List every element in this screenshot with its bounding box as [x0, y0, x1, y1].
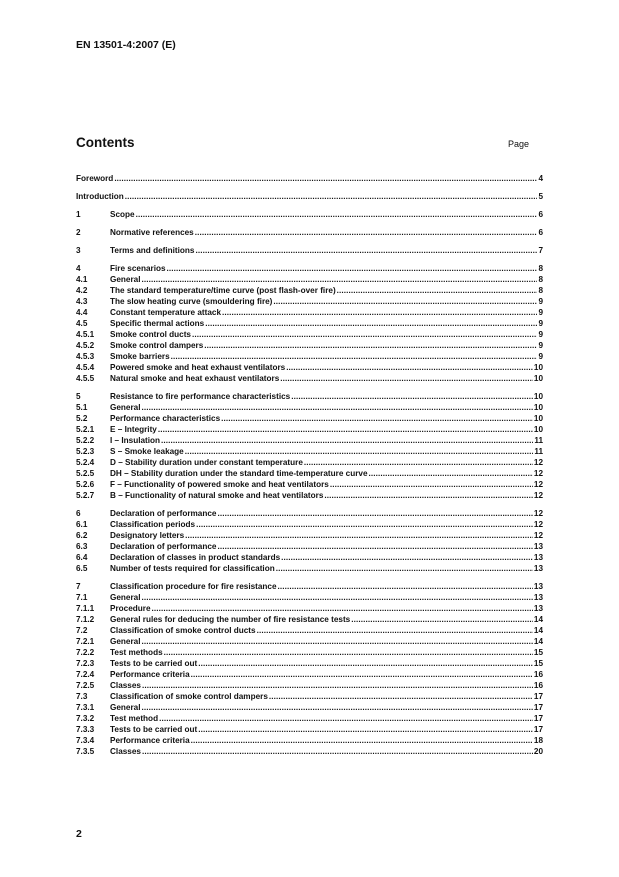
toc-entry-number: 5.2	[76, 414, 88, 423]
toc-entry-page: 13	[533, 542, 543, 551]
dot-leader	[191, 735, 533, 746]
toc-entry-number: 7.2.5	[76, 681, 95, 690]
toc-entry[interactable]	[76, 552, 543, 563]
toc-entry-number: 4.5.3	[76, 352, 95, 361]
toc-entry-title: The slow heating curve (smouldering fire)	[110, 297, 273, 306]
dot-leader	[337, 285, 538, 296]
dot-leader	[276, 563, 533, 574]
toc-entry-title: Performance criteria	[110, 670, 190, 679]
toc-entry[interactable]	[76, 296, 543, 307]
dot-leader	[198, 658, 533, 669]
toc-entry-number: 7.3.2	[76, 714, 95, 723]
dot-leader	[185, 446, 534, 457]
dot-leader	[142, 592, 533, 603]
toc-entry-number: 5.2.7	[76, 491, 95, 500]
dot-leader	[158, 424, 533, 435]
toc-entry-page: 7	[538, 246, 543, 255]
toc-entry-page: 9	[538, 319, 543, 328]
toc-entry[interactable]	[76, 329, 543, 340]
toc-entry-title: S – Smoke leakage	[110, 447, 184, 456]
contents-heading: Contents	[76, 135, 135, 150]
toc-entry-number: 2	[76, 228, 81, 237]
toc-entry-number: 7.3.1	[76, 703, 95, 712]
toc-entry[interactable]	[76, 362, 543, 373]
toc-entry[interactable]	[76, 413, 543, 424]
toc-entry-page: 16	[533, 670, 543, 679]
toc-entry-page: 10	[533, 392, 543, 401]
toc-entry-title: I – Insulation	[110, 436, 161, 445]
toc-entry-number: 5.2.2	[76, 436, 95, 445]
toc-entry-title: Tests to be carried out	[110, 725, 198, 734]
toc-entry-title: DH – Stability duration under the standard time-temperature curve	[110, 469, 368, 478]
toc-entry-number: 6.5	[76, 564, 88, 573]
toc-entry[interactable]	[76, 691, 543, 702]
toc-entry-page: 12	[533, 509, 543, 518]
toc-entry[interactable]	[76, 457, 543, 468]
toc-entry-page: 11	[534, 447, 543, 456]
toc-entry-title: Smoke barriers	[110, 352, 170, 361]
toc-entry[interactable]	[76, 227, 543, 238]
toc-entry[interactable]	[76, 614, 543, 625]
toc-entry[interactable]	[76, 209, 543, 220]
toc-entry-title: Declaration of performance	[110, 542, 217, 551]
toc-entry-title: Powered smoke and heat exhaust ventilators	[110, 363, 286, 372]
dot-leader	[192, 329, 537, 340]
toc-entry-title: Procedure	[110, 604, 151, 613]
toc-entry-page: 12	[533, 531, 543, 540]
toc-entry-number: 5.1	[76, 403, 88, 412]
toc-entry-number: 7.2.1	[76, 637, 95, 646]
toc-entry-number: 3	[76, 246, 81, 255]
dot-leader	[198, 724, 533, 735]
dot-leader	[142, 274, 538, 285]
toc-entry-title: Performance criteria	[110, 736, 190, 745]
toc-entry-title: General	[110, 637, 141, 646]
toc-entry[interactable]	[76, 402, 543, 413]
page-column-label: Page	[508, 139, 530, 149]
toc-entry-number: 5.2.3	[76, 447, 95, 456]
toc-entry[interactable]	[76, 285, 543, 296]
toc-entry-page: 17	[533, 692, 543, 701]
toc-entry-page: 9	[538, 308, 543, 317]
toc-entry-page: 12	[533, 491, 543, 500]
toc-entry-page: 9	[538, 297, 543, 306]
toc-entry-title: Classification procedure for fire resistance	[110, 582, 277, 591]
toc-entry-page: 9	[538, 352, 543, 361]
toc-entry-page: 6	[538, 210, 543, 219]
toc-entry-page: 14	[533, 637, 543, 646]
toc-entry-number: 6.3	[76, 542, 88, 551]
toc-entry-number: 5.2.5	[76, 469, 95, 478]
toc-entry-page: 15	[533, 659, 543, 668]
toc-entry[interactable]	[76, 519, 543, 530]
toc-entry-number: 7.2.3	[76, 659, 95, 668]
toc-entry-title: Test methods	[110, 648, 163, 657]
dot-leader	[142, 680, 533, 691]
toc-entry-title: B – Functionality of natural smoke and heat ventilators	[110, 491, 324, 500]
toc-entry-page: 9	[538, 330, 543, 339]
page-number: 2	[76, 828, 82, 840]
toc-entry-number: 7.3.5	[76, 747, 95, 756]
toc-entry-number: 4.3	[76, 297, 88, 306]
toc-entry-page: 10	[533, 414, 543, 423]
dot-leader	[330, 479, 533, 490]
toc-entry[interactable]	[76, 647, 543, 658]
toc-entry-number: 6.1	[76, 520, 88, 529]
dot-leader	[114, 173, 537, 184]
toc-entry-page: 8	[538, 264, 543, 273]
dot-leader	[217, 541, 532, 552]
toc-entry-number: 4.5.1	[76, 330, 95, 339]
toc-entry-number: 4.5.2	[76, 341, 95, 350]
dot-leader	[205, 318, 537, 329]
toc-entry-title: Foreword	[76, 174, 114, 183]
dot-leader	[369, 468, 533, 479]
toc-entry-page: 14	[533, 626, 543, 635]
toc-entry-number: 7.2.4	[76, 670, 95, 679]
toc-entry-title: Declaration of performance	[110, 509, 217, 518]
dot-leader	[125, 191, 538, 202]
dot-leader	[152, 603, 533, 614]
toc-entry-page: 8	[538, 286, 543, 295]
toc-entry[interactable]	[76, 446, 543, 457]
toc-entry-title: Performance characteristics	[110, 414, 221, 423]
toc-entry[interactable]	[76, 746, 543, 757]
toc-entry-number: 5.2.6	[76, 480, 95, 489]
toc-entry-number: 7.2	[76, 626, 88, 635]
toc-entry-title: General rules for deducing the number of fire resistance tests	[110, 615, 351, 624]
toc-entry[interactable]	[76, 307, 543, 318]
dot-leader	[171, 351, 538, 362]
toc-entry[interactable]	[76, 702, 543, 713]
toc-entry[interactable]	[76, 680, 543, 691]
toc-entry-title: Classification of smoke control dampers	[110, 692, 268, 701]
dot-leader	[142, 402, 533, 413]
toc-entry-page: 20	[533, 747, 543, 756]
toc-entry-number: 4.4	[76, 308, 88, 317]
toc-entry[interactable]	[76, 274, 543, 285]
toc-entry-title: Test method	[110, 714, 159, 723]
dot-leader	[286, 362, 533, 373]
toc-entry-title: Declaration of classes in product standards	[110, 553, 281, 562]
toc-entry[interactable]	[76, 191, 543, 202]
toc-entry-number: 4.1	[76, 275, 88, 284]
dot-leader	[257, 625, 533, 636]
toc-entry-title: Resistance to fire performance characteristics	[110, 392, 291, 401]
toc-entry[interactable]	[76, 541, 543, 552]
toc-entry-title: Smoke control dampers	[110, 341, 204, 350]
toc-entry[interactable]	[76, 479, 543, 490]
dot-leader	[142, 746, 533, 757]
toc-entry-page: 17	[533, 714, 543, 723]
dot-leader	[161, 435, 533, 446]
toc-entry-page: 12	[533, 520, 543, 529]
toc-entry-page: 5	[538, 192, 543, 201]
toc-entry-title: Fire scenarios	[110, 264, 166, 273]
toc-entry[interactable]	[76, 625, 543, 636]
toc-entry-number: 4.5.4	[76, 363, 95, 372]
toc-entry-number: 1	[76, 210, 81, 219]
toc-entry-number: 4.5.5	[76, 374, 95, 383]
dot-leader	[136, 209, 538, 220]
toc-entry-title: Designatory letters	[110, 531, 185, 540]
document-header: EN 13501-4:2007 (E)	[76, 39, 176, 51]
toc-entry-page: 10	[533, 363, 543, 372]
toc-entry-number: 7.1	[76, 593, 88, 602]
toc-entry[interactable]	[76, 508, 543, 519]
toc-entry-number: 6	[76, 509, 81, 518]
toc-entry-number: 7.3.3	[76, 725, 95, 734]
toc-entry[interactable]	[76, 724, 543, 735]
toc-entry-number: 6.4	[76, 553, 88, 562]
toc-entry-page: 16	[533, 681, 543, 690]
toc-entry[interactable]	[76, 581, 543, 592]
toc-entry-title: Classes	[110, 747, 141, 756]
dot-leader	[142, 702, 533, 713]
toc-entry-page: 13	[533, 582, 543, 591]
toc-entry[interactable]	[76, 592, 543, 603]
dot-leader	[324, 490, 533, 501]
toc-entry-number: 7	[76, 582, 81, 591]
dot-leader	[185, 530, 533, 541]
toc-entry-page: 13	[533, 553, 543, 562]
toc-entry-page: 17	[533, 725, 543, 734]
toc-entry[interactable]	[76, 318, 543, 329]
toc-entry-title: Constant temperature attack	[110, 308, 222, 317]
dot-leader	[191, 669, 533, 680]
toc-entry[interactable]	[76, 263, 543, 274]
toc-entry-page: 9	[538, 341, 543, 350]
toc-entry[interactable]	[76, 373, 543, 384]
dot-leader	[221, 413, 533, 424]
toc-entry-page: 18	[533, 736, 543, 745]
toc-entry-title: Natural smoke and heat exhaust ventilators	[110, 374, 280, 383]
table-of-contents	[76, 173, 543, 757]
toc-entry[interactable]	[76, 351, 543, 362]
dot-leader	[195, 245, 537, 256]
toc-entry-title: Scope	[110, 210, 135, 219]
toc-entry[interactable]	[76, 435, 543, 446]
toc-entry-page: 15	[533, 648, 543, 657]
toc-entry-title: Classification of smoke control ducts	[110, 626, 256, 635]
toc-entry[interactable]	[76, 340, 543, 351]
toc-entry-page: 13	[533, 564, 543, 573]
toc-entry-page: 12	[533, 480, 543, 489]
toc-entry-page: 8	[538, 275, 543, 284]
toc-entry[interactable]	[76, 468, 543, 479]
toc-entry-title: General	[110, 703, 141, 712]
dot-leader	[217, 508, 532, 519]
toc-entry-title: Terms and definitions	[110, 246, 195, 255]
toc-entry-page: 4	[538, 174, 543, 183]
toc-entry-number: 5.2.4	[76, 458, 95, 467]
toc-entry-page: 14	[533, 615, 543, 624]
toc-entry-page: 10	[533, 374, 543, 383]
toc-entry-page: 10	[533, 425, 543, 434]
toc-entry[interactable]	[76, 490, 543, 501]
toc-entry[interactable]	[76, 636, 543, 647]
toc-entry-title: Specific thermal actions	[110, 319, 205, 328]
toc-entry[interactable]	[76, 603, 543, 614]
toc-entry-title: E – Integrity	[110, 425, 157, 434]
toc-entry-title: Classification periods	[110, 520, 196, 529]
toc-entry-title: D – Stability duration under constant temperature	[110, 458, 303, 467]
toc-entry-page: 11	[534, 436, 543, 445]
toc-entry[interactable]	[76, 658, 543, 669]
dot-leader	[159, 713, 533, 724]
toc-entry-title: Introduction	[76, 192, 124, 201]
toc-entry[interactable]	[76, 530, 543, 541]
toc-entry-number: 7.1.1	[76, 604, 95, 613]
toc-entry-number: 5	[76, 392, 81, 401]
dot-leader	[195, 227, 538, 238]
dot-leader	[273, 296, 537, 307]
toc-entry[interactable]	[76, 713, 543, 724]
toc-entry-title: General	[110, 275, 141, 284]
toc-entry-title: General	[110, 403, 141, 412]
toc-entry-page: 12	[533, 458, 543, 467]
dot-leader	[291, 391, 533, 402]
toc-entry-title: F – Functionality of powered smoke and heat ventilators	[110, 480, 329, 489]
dot-leader	[281, 552, 533, 563]
toc-entry-title: Number of tests required for classification	[110, 564, 275, 573]
toc-entry[interactable]	[76, 563, 543, 574]
toc-entry-page: 6	[538, 228, 543, 237]
dot-leader	[351, 614, 533, 625]
toc-entry-title: Classes	[110, 681, 141, 690]
dot-leader	[222, 307, 537, 318]
dot-leader	[164, 647, 533, 658]
dot-leader	[196, 519, 533, 530]
toc-entry-page: 13	[533, 593, 543, 602]
toc-entry-number: 7.3	[76, 692, 88, 701]
toc-entry[interactable]	[76, 245, 543, 256]
dot-leader	[204, 340, 537, 351]
toc-entry-page: 17	[533, 703, 543, 712]
toc-entry-page: 13	[533, 604, 543, 613]
toc-entry-title: The standard temperature/time curve (post flash-over fire)	[110, 286, 336, 295]
toc-entry-number: 4.5	[76, 319, 88, 328]
toc-entry-title: General	[110, 593, 141, 602]
dot-leader	[269, 691, 533, 702]
toc-entry-number: 7.1.2	[76, 615, 95, 624]
toc-entry-number: 5.2.1	[76, 425, 95, 434]
toc-entry-title: Normative references	[110, 228, 194, 237]
dot-leader	[278, 581, 533, 592]
dot-leader	[167, 263, 538, 274]
toc-entry[interactable]	[76, 669, 543, 680]
toc-entry[interactable]	[76, 391, 543, 402]
toc-entry[interactable]	[76, 735, 543, 746]
toc-entry-number: 7.2.2	[76, 648, 95, 657]
toc-entry-number: 7.3.4	[76, 736, 95, 745]
toc-entry-title: Tests to be carried out	[110, 659, 198, 668]
toc-entry-title: Smoke control ducts	[110, 330, 191, 339]
toc-entry-page: 12	[533, 469, 543, 478]
dot-leader	[304, 457, 533, 468]
toc-entry-page: 10	[533, 403, 543, 412]
toc-entry[interactable]	[76, 424, 543, 435]
toc-entry-number: 4.2	[76, 286, 88, 295]
toc-entry-number: 6.2	[76, 531, 88, 540]
toc-entry[interactable]	[76, 173, 543, 184]
dot-leader	[142, 636, 533, 647]
toc-entry-number: 4	[76, 264, 81, 273]
dot-leader	[280, 373, 533, 384]
